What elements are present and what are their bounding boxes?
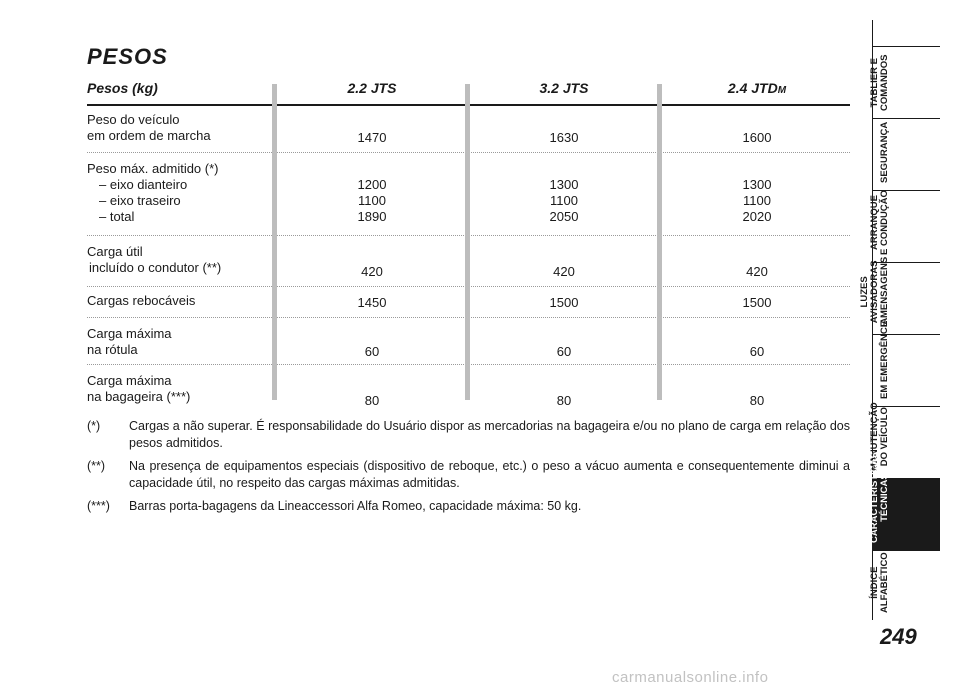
cell-value: 1300 1100 2050	[549, 177, 579, 224]
row-label: Peso do veículo em ordem de marcha	[87, 112, 211, 143]
footnote	[87, 498, 850, 515]
cell-value: 1470	[357, 130, 387, 145]
column-header-2-4-jtdm: 2.4 JTDM	[727, 80, 787, 96]
footnote-text: Barras porta-bagagens da Lineaccessori Alfa Romeo, capacidade máxima: 50 kg.	[129, 499, 582, 513]
cell-value: 1300 1100 2020	[742, 177, 772, 224]
cell-value: 1630	[549, 130, 579, 145]
row-label: Peso máx. admitido (*) – eixo dianteiro – eixo traseiro – total	[87, 161, 219, 224]
cell-value: 1200 1100 1890	[357, 177, 387, 224]
cell-value: 80	[556, 393, 572, 408]
footnote-text: Na presença de equipamentos especiais (dispositivo de reboque, etc.) o peso a vácuo aumenta e consequentemente diminui a capacidade útil, no respeito das cargas máximas admitidas.	[129, 459, 850, 490]
cell-value: 1500	[742, 295, 772, 310]
tab-luzes-avisadoras[interactable]: LUZES AVISADORAS E MENSAGENS	[872, 262, 940, 335]
tab-indice-alfabetico[interactable]: ÍNDICE ALFABÉTICO	[872, 550, 940, 621]
tab-em-emergencia[interactable]: EM EMERGÊNCIA	[872, 334, 940, 407]
column-separator	[465, 84, 470, 400]
cell-value: 420	[553, 264, 575, 279]
tab-arranque-e-conducao[interactable]: ARRANQUE E CONDUÇÃO	[872, 190, 940, 263]
cell-value: 60	[364, 344, 380, 359]
footnotes	[87, 418, 850, 521]
cell-value: 1450	[357, 295, 387, 310]
cell-value: 80	[749, 393, 765, 408]
footnote	[87, 418, 850, 452]
tab-manutencao-do-veiculo[interactable]: MANUTENÇÃO DO VEÍCULO	[872, 406, 940, 479]
header-label: Pesos (kg)	[87, 80, 158, 96]
column-header-2-2-jts: 2.2 JTS	[347, 80, 397, 96]
section-index	[859, 0, 960, 692]
footnote	[87, 458, 850, 492]
cell-value: 60	[556, 344, 572, 359]
page-number: 249	[880, 624, 917, 649]
cell-value: 80	[364, 393, 380, 408]
footnote-marker: (***)	[87, 499, 110, 513]
tab-tablier-e-comandos[interactable]: TABLIER E COMANDOS	[872, 46, 940, 119]
cell-value: 420	[746, 264, 768, 279]
column-header-3-2-jts: 3.2 JTS	[539, 80, 589, 96]
footnote-text: Cargas a não superar. É responsabilidade do Usuário dispor as mercadorias na bagageira e/ou no plano de carga em relação dos pesos admitidos.	[129, 419, 850, 450]
row-label: Carga máxima na rótula	[87, 326, 172, 357]
section-title: PESOS	[87, 44, 168, 69]
tab-seguranca[interactable]: SEGURANÇA	[872, 118, 940, 191]
row-label: Cargas rebocáveis	[87, 293, 196, 308]
footnote-marker: (*)	[87, 419, 101, 433]
row-label: Carga máxima na bagageira (***)	[87, 373, 191, 404]
column-separator	[657, 84, 662, 400]
watermark: carmanualsonline.info	[612, 669, 769, 686]
tab-caracteristicas-tecnicas[interactable]: CARACTERÍSTICAS TÉCNICAS	[872, 478, 940, 551]
column-separator	[272, 84, 277, 400]
cell-value: 60	[749, 344, 765, 359]
cell-value: 1600	[742, 130, 772, 145]
footnote-marker: (**)	[87, 459, 106, 473]
cell-value: 1500	[549, 295, 579, 310]
cell-value: 420	[361, 264, 383, 279]
row-label: Carga útil incluído o condutor (**)	[87, 244, 222, 275]
